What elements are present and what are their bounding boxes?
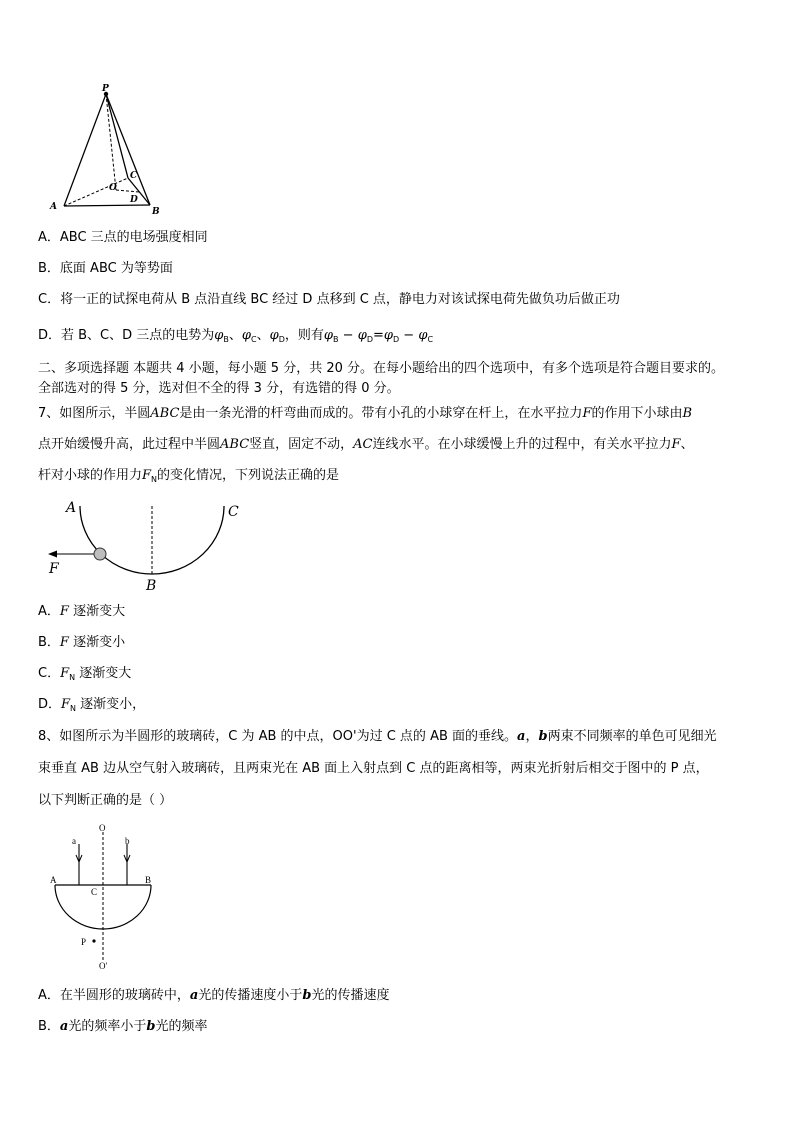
label-b: B <box>146 578 157 592</box>
q8-line1: 8、如图所示为半圆形的玻璃砖，C 为 AB 的中点，OO'为过 C 点的 AB 面的垂线。a，b两束不同频率的单色可见细光 <box>38 729 717 744</box>
pyramid-figure <box>44 84 174 216</box>
segment-od <box>116 190 139 192</box>
glass-brick-figure <box>48 822 168 972</box>
q7-line3: 杆对小球的作用力$F_N$的变化情况，下列说法正确的是 <box>38 468 340 484</box>
point-p <box>92 939 95 942</box>
label-p: P <box>81 937 87 947</box>
label-c: C <box>91 887 98 897</box>
q7-option-c: C．$F_N$ 逐渐变大 <box>38 666 132 682</box>
label-a: A <box>66 500 77 516</box>
label-a: A <box>50 202 57 212</box>
semicircle-rod-figure <box>40 496 250 592</box>
q8-line2: 束垂直 AB 边从空气射入玻璃砖，且两束光在 AB 面上入射点到 C 点的距离相等，两束光折射后相交于图中的 P 点， <box>38 761 709 776</box>
force-arrowhead <box>48 551 57 558</box>
ball <box>94 548 106 560</box>
label-d: D <box>130 195 138 205</box>
q6-option-d: D．若 B、C、D 三点的电势为$\varphi_B$、$\varphi_C$、$\varphi_D$，则有$\varphi_B - \varphi_D=\varphi_D - \varphi_C$ <box>38 328 434 344</box>
q8-line3: 以下判断正确的是（ ） <box>38 793 173 808</box>
edge-ab <box>64 205 150 206</box>
label-o: O <box>99 823 106 833</box>
q7-line2: 点开始缓慢升高，此过程中半圆ABC竖直，固定不动，AC连线水平。在小球缓慢上升的过程中，有关水平拉力F、 <box>38 437 694 452</box>
label-c: C <box>130 171 138 181</box>
label-o-prime: O' <box>99 961 108 971</box>
edge-pc <box>106 94 128 178</box>
section2-line1: 二、多项选择题 本题共 4 小题，每小题 5 分，共 20 分。在每小题给出的四个选项中，有多个选项是符合题目要求的。 <box>38 361 725 376</box>
label-c: C <box>228 504 239 520</box>
height-po <box>106 94 116 190</box>
label-b: B <box>152 207 160 216</box>
label-a-ray: a <box>72 836 76 846</box>
q6-option-b: B．底面 ABC 为等势面 <box>38 261 173 276</box>
q7-line1: 7、如图所示，半圆ABC是由一条光滑的杆弯曲而成的。带有小孔的小球穿在杆上，在水平拉力F的作用下小球由B <box>38 406 693 421</box>
q7-option-b: B．F 逐渐变小 <box>38 635 126 650</box>
q6-option-c: C．将一正的试探电荷从 B 点沿直线 BC 经过 D 点移到 C 点，静电力对该试探电荷先做负功后做正功 <box>38 292 620 307</box>
q7-option-a: A．F 逐渐变大 <box>38 604 126 619</box>
q6-option-a: A．ABC 三点的电场强度相同 <box>38 230 208 245</box>
label-o: O <box>109 183 117 193</box>
label-b: B <box>145 875 152 885</box>
q8-option-a: A．在半圆形的玻璃砖中，a光的传播速度小于b光的传播速度 <box>38 988 390 1003</box>
q7-option-d: D．$F_N$ 逐渐变小， <box>38 697 146 713</box>
edge-pa <box>64 94 106 206</box>
label-p: P <box>102 84 109 94</box>
label-b-ray: b <box>125 836 130 846</box>
q8-option-b: B．a光的频率小于b光的频率 <box>38 1019 208 1034</box>
section2-line2: 全部选对的得 5 分，选对但不全的得 3 分，有选错的得 0 分。 <box>38 381 400 396</box>
label-a: A <box>50 875 57 885</box>
label-f: F <box>49 561 59 577</box>
